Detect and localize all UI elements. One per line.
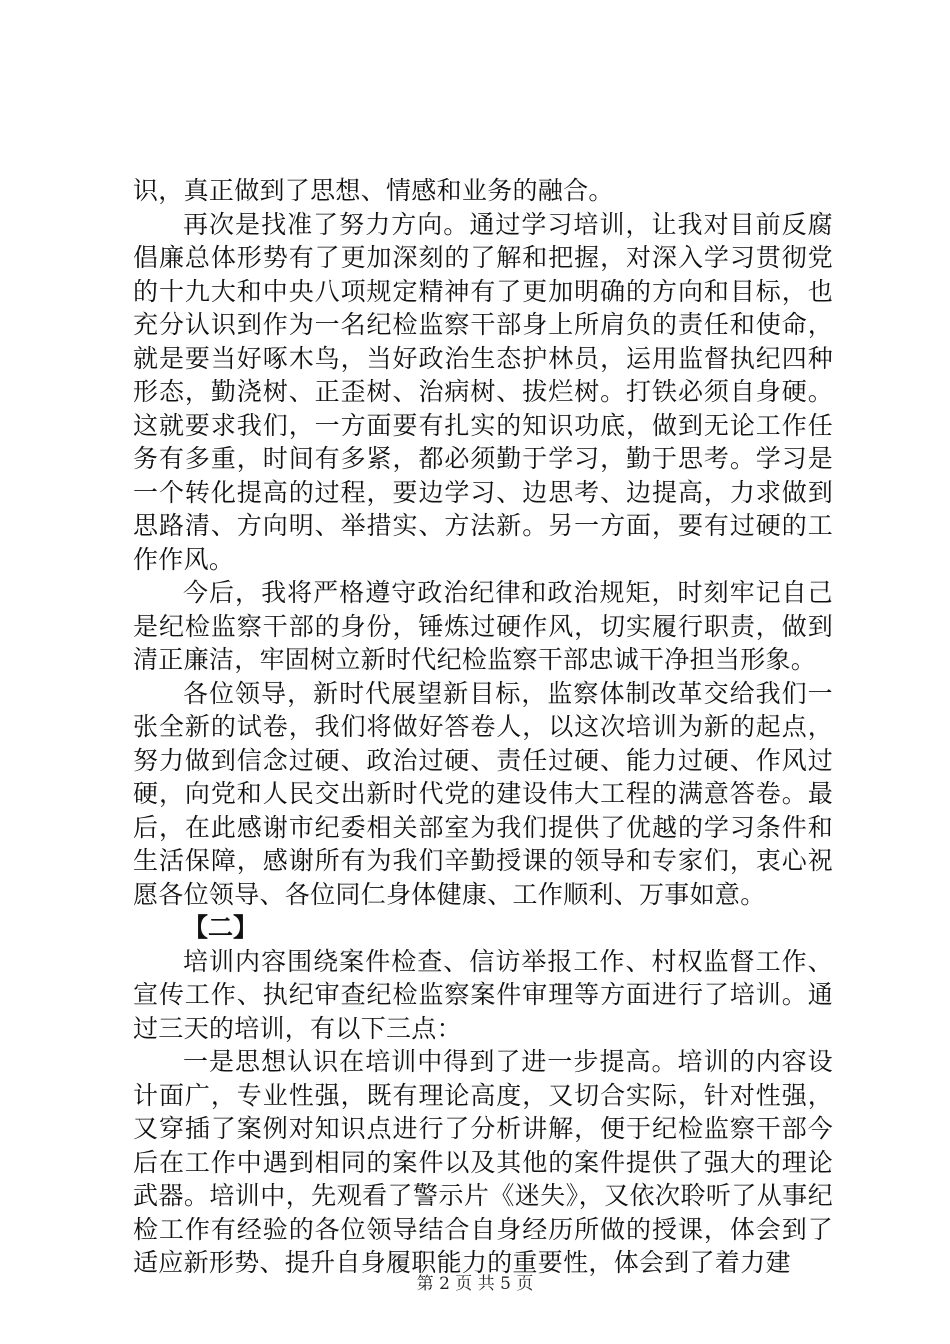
page-footer — [0, 1273, 950, 1295]
paragraph-direction: 再次是找准了努力方向。通过学习培训，让我对目前反腐倡廉总体形势有了更加深刻的了解和把握，对深入学习贯彻党的十九大和中央八项规定精神有了更加明确的方向和目标，也充分认识到作为一名纪检监察干部身上所肩负的责任和使命，就是要当好啄木鸟，当好政治生态护林员，运用监督执纪四种形态，勤浇树、正歪树、治病树、拔烂树。打铁必须自身硬。这就要求我们，一方面要有扎实的知识功底，做到无论工作任务有多重，时间有多紧，都必须勤于学习，勤于思考。学习是一个转化提高的过程，要边学习、边思考、边提高，力求做到思路清、方向明、举措实、方法新。另一方面，要有过硬的工作作风。 — [133, 209, 833, 574]
paragraph-training-content: 培训内容围绕案件检查、信访举报工作、村权监督工作、宣传工作、执纪审查纪检监察案件审理等方面进行了培训。通过三天的培训，有以下三点： — [133, 946, 833, 1043]
paragraph-future: 今后，我将严格遵守政治纪律和政治规矩，时刻牢记自己是纪检监察干部的身份，锤炼过硬作风，切实履行职责，做到清正廉洁，牢固树立新时代纪检监察干部忠诚干净担当形象。 — [133, 578, 833, 674]
page-number: 第 2 页 共 5 页 — [416, 1274, 534, 1294]
paragraph-point-one: 一是思想认识在培训中得到了进一步提高。培训的内容设计面广，专业性强，既有理论高度，又切合实际，针对性强，又穿插了案例对知识点进行了分析讲解，便于纪检监察干部今后在工作中遇到相同的案件以及其他的案件提供了强大的理论武器。培训中，先观看了警示片《迷失》，又依次聆听了从事纪检工作有经验的各位领导结合自身经历所做的授课，体会到了适应新形势、提升自身履职能力的重要性，体会到了着力建 — [133, 1047, 833, 1277]
paragraph-closing: 各位领导，新时代展望新目标，监察体制改革交给我们一张全新的试卷，我们将做好答卷人，以这次培训为新的起点，努力做到信念过硬、政治过硬、责任过硬、能力过硬、作风过硬，向党和人民交出新时代党的建设伟大工程的满意答卷。最后，在此感谢市纪委相关部室为我们提供了优越的学习条件和生活保障，感谢所有为我们辛勤授课的领导和专家们，衷心祝愿各位领导、各位同仁身体健康、工作顺利、万事如意。 — [133, 678, 833, 909]
section-heading: 【二】 — [183, 913, 259, 942]
paragraph-continuation: 识，真正做到了思想、情感和业务的融合。 — [133, 176, 614, 205]
document-body — [133, 174, 833, 1280]
